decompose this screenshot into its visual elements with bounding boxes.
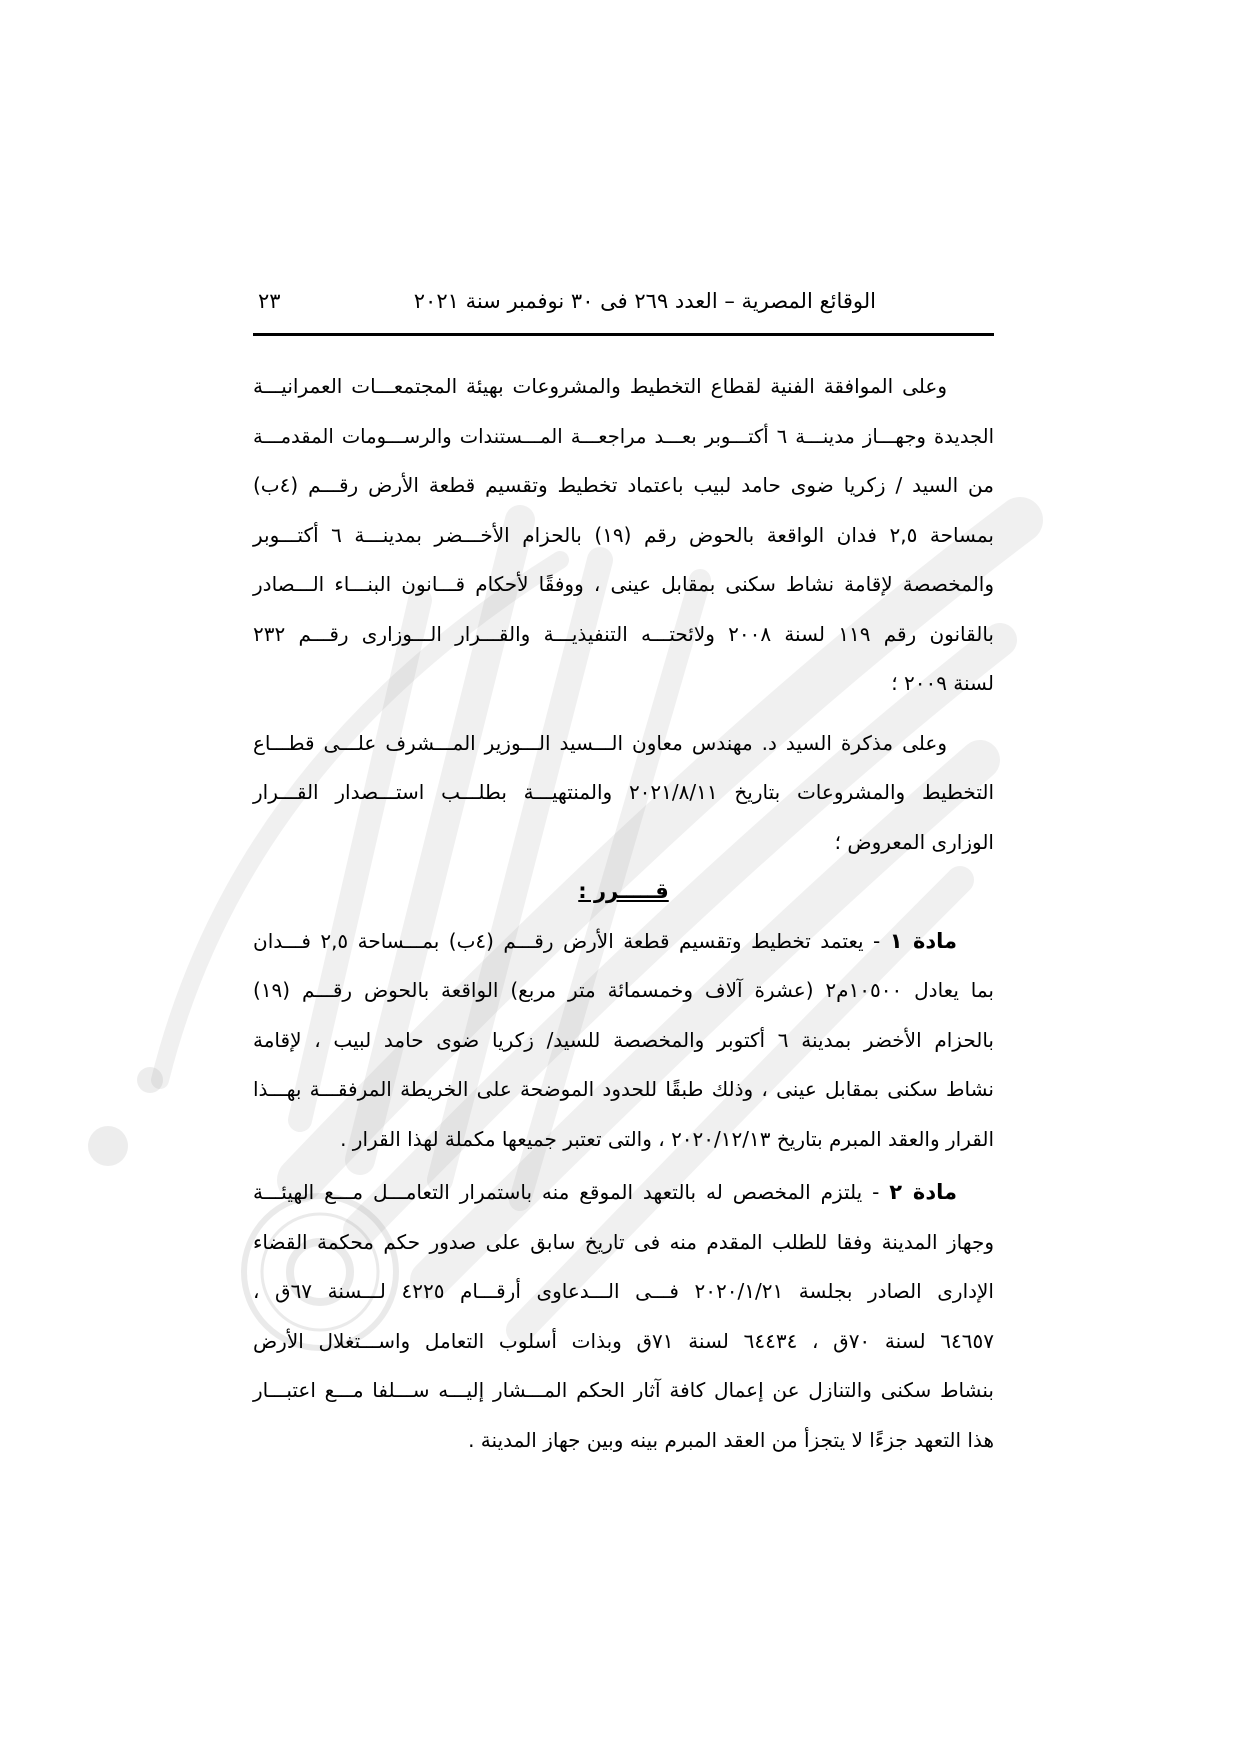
article-text: - يعتمد تخطيط وتقسيم قطعة الأرض رقـــم (٤ب) بمـــساحة ٢,٥ فـــدان bbox=[253, 928, 890, 953]
article-line: نشاط سكنى بمقابل عينى ، وذلك طبقًا للحدود الموضحة على الخريطة المرفقـــة بهـــذا bbox=[253, 1077, 994, 1101]
article-line: بنشاط سكنى والتنازل عن إعمال كافة آثار الحكم المـــشار إليـــه ســـلفا مـــع اعتبـــار bbox=[253, 1378, 994, 1402]
paragraph-memorandum bbox=[253, 719, 994, 868]
document-body bbox=[253, 362, 994, 1465]
paragraph-line: وعلى الموافقة الفنية لقطاع التخطيط والمشروعات بهيئة المجتمعـــات العمرانيـــة bbox=[253, 374, 947, 398]
paragraph-line: التخطيط والمشروعات بتاريخ ٢٠٢١/٨/١١ والمنتهيـــة بطلـــب استـــصدار القـــرار bbox=[253, 780, 995, 804]
page-header bbox=[253, 281, 994, 321]
article-label: مادة ٢ bbox=[889, 1180, 957, 1204]
paragraph-line: بالقانون رقم ١١٩ لسنة ٢٠٠٨ ولائحتـــه التنفيذيـــة والقـــرار الـــوزارى رقـــم ٢٣٢ bbox=[253, 621, 994, 646]
paragraph-line: والمخصصة لإقامة نشاط سكنى بمقابل عينى ، ووفقًا لأحكام قـــانون البنـــاء الـــصادر bbox=[253, 572, 994, 596]
paragraph-technical-approval bbox=[253, 362, 994, 709]
article-line: بما يعادل ١٠٥٠٠م٢ (عشرة آلاف وخمسمائة متر مربع) الواقعة بالحوض رقـــم (١٩) bbox=[253, 978, 994, 1002]
article-label: مادة ١ bbox=[889, 928, 958, 953]
article-line: القرار والعقد المبرم بتاريخ ٢٠٢٠/١٢/١٣ ، والتى تعتبر جميعها مكملة لهذا القرار . bbox=[340, 1126, 994, 1151]
header-divider bbox=[253, 333, 994, 336]
article-line: وجهاز المدينة وفقا للطلب المقدم منه فى تاريخ سابق على صدور حكم محكمة القضاء bbox=[253, 1229, 994, 1254]
article-line: الإدارى الصادر بجلسة ٢٠٢٠/١/٢١ فـــى الـــدعاوى أرقـــام ٤٢٢٥ لـــسنة ٦٧ق ، bbox=[253, 1279, 994, 1303]
article-line: ٦٤٦٥٧ لسنة ٧٠ق ، ٦٤٤٣٤ لسنة ٧١ق وبذات أسلوب التعامل واســـتغلال الأرض bbox=[253, 1328, 994, 1353]
gazette-title: الوقائع المصرية – العدد ٢٦٩ فى ٣٠ نوفمبر سنة ٢٠٢١ bbox=[413, 289, 876, 313]
article-line: هذا التعهد جزءًا لا يتجزأ من العقد المبرم بينه وبين جهاز المدينة . bbox=[468, 1427, 994, 1452]
paragraph-line: لسنة ٢٠٠٩ ؛ bbox=[891, 671, 994, 695]
article-line: بالحزام الأخضر بمدينة ٦ أكتوبر والمخصصة للسيد/ زكريا ضوى حامد لبيب ، لإقامة bbox=[253, 1027, 994, 1052]
article-2 bbox=[253, 1168, 994, 1465]
decision-heading-text: قـــــرر : bbox=[578, 879, 669, 903]
article-1 bbox=[253, 917, 994, 1165]
paragraph-line: بمساحة ٢,٥ فدان الواقعة بالحوض رقم (١٩) بالحزام الأخـــضر بمدينـــة ٦ أكتـــوبر bbox=[253, 522, 995, 547]
paragraph-line: وعلى مذكرة السيد د. مهندس معاون الـــسيد الـــوزير المـــشرف علـــى قطـــاع bbox=[253, 730, 947, 755]
paragraph-line: الوزارى المعروض ؛ bbox=[834, 829, 994, 854]
page-number: ٢٣ bbox=[258, 289, 281, 313]
decision-heading bbox=[253, 867, 994, 917]
article-first-line bbox=[253, 1168, 994, 1218]
article-first-line bbox=[253, 917, 994, 967]
article-text: - يلتزم المخصص له بالتعهد الموقع منه باستمرار التعامـــل مـــع الهيئـــة bbox=[253, 1180, 890, 1204]
paragraph-line: من السيد / زكريا ضوى حامد لبيب باعتماد تخطيط وتقسيم قطعة الأرض رقـــم (٤ب) bbox=[253, 473, 994, 497]
paragraph-line: الجديدة وجهـــاز مدينـــة ٦ أكتـــوبر بعـــد مراجعـــة المـــستندات والرســـومات المقدمـــة bbox=[253, 424, 995, 448]
